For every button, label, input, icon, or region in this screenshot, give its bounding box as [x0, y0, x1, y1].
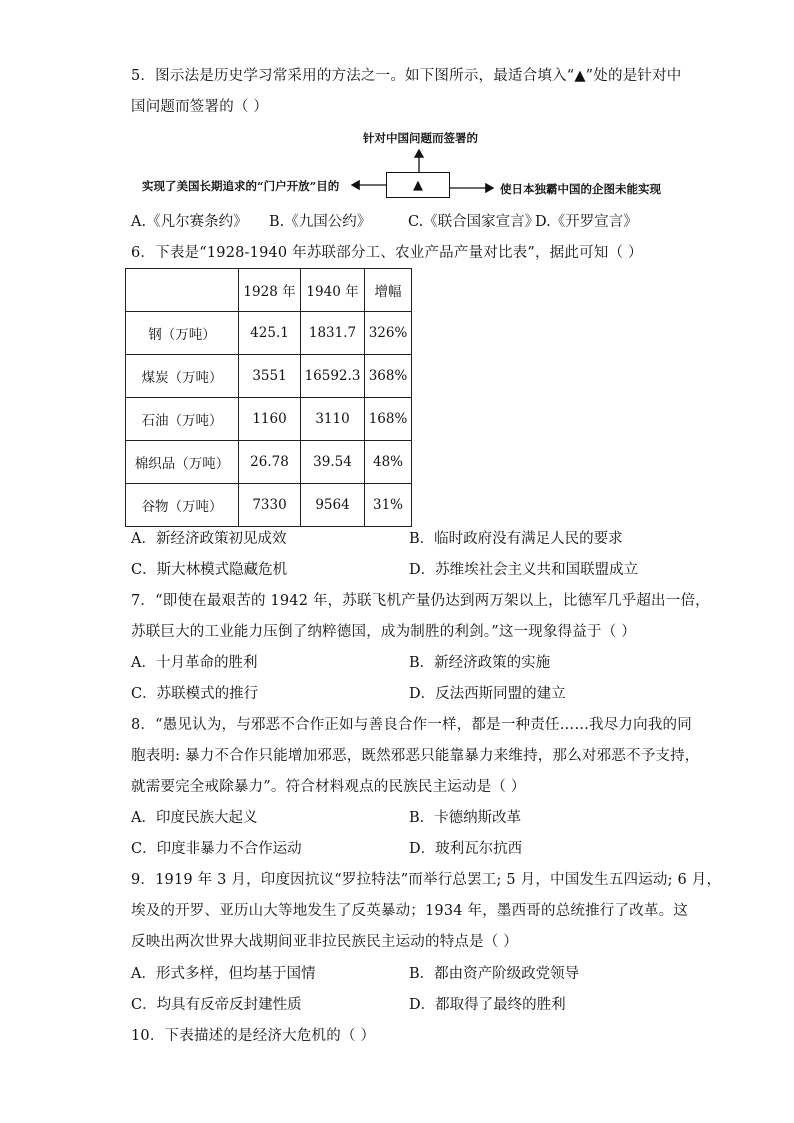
table-row [126, 312, 412, 355]
table-header-cell: 1928 年 [239, 269, 301, 312]
diagram-center-marker: ▲ [413, 177, 423, 193]
table-cell: 48% [365, 441, 412, 484]
table-cell: 煤炭（万吨） [126, 355, 239, 398]
q6-option-d[interactable]: D．苏维埃社会主义共和国联盟成立 [409, 562, 639, 578]
q5-stem-line1: 5．图示法是历史学习常采用的方法之一。如下图所示，最适合填入“▲”处的是针对中 [131, 68, 682, 84]
table-cell: 326% [365, 312, 412, 355]
q10-stem: 10．下表描述的是经济大危机的（ ） [131, 1028, 376, 1044]
table-cell: 425.1 [239, 312, 301, 355]
table-cell: 31% [365, 484, 412, 527]
table-row [126, 484, 412, 527]
table-cell: 7330 [239, 484, 301, 527]
q7-option-b[interactable]: B．新经济政策的实施 [409, 655, 551, 671]
q7-stem-line2: 苏联巨大的工业能力压倒了纳粹德国，成为制胜的利剑。”这一现象得益于（ ） [131, 624, 636, 640]
q9-option-d[interactable]: D．都取得了最终的胜利 [409, 997, 566, 1013]
table-cell: 3110 [301, 398, 365, 441]
q7-stem-line1: 7．“即使在最艰苦的 1942 年，苏联飞机产量仍达到两万架以上，比德军几乎超出一倍， [131, 593, 710, 609]
diagram-top-label: 针对中国问题而签署的 [363, 131, 478, 145]
table-cell: 1831.7 [301, 312, 365, 355]
table-cell: 棉织品（万吨） [126, 441, 239, 484]
q8-stem-line1: 8．“愚见认为，与邪恶不合作正如与善良合作一样，都是一种责任……我尽力向我的同 [131, 717, 692, 733]
q9-option-b[interactable]: B．都由资产阶级政党领导 [409, 966, 580, 982]
table-row [126, 355, 412, 398]
diagram-left-label: 实现了美国长期追求的“门户开放”目的 [142, 179, 340, 193]
q5-option-d[interactable]: D.《开罗宣言》 [535, 214, 638, 230]
table-cell: 16592.3 [301, 355, 365, 398]
table-cell: 26.78 [239, 441, 301, 484]
q6-option-a[interactable]: A．新经济政策初见成效 [131, 531, 287, 547]
q8-stem-line2: 胞表明: 暴力不合作只能增加邪恶，既然邪恶只能靠暴力来维持，那么对邪恶不予支持， [131, 748, 700, 764]
q5-option-a[interactable]: A.《凡尔赛条约》 [131, 214, 248, 230]
q5-option-b[interactable]: B.《九国公约》 [269, 214, 372, 230]
table-header-cell: 1940 年 [301, 269, 365, 312]
q7-option-a[interactable]: A．十月革命的胜利 [131, 655, 258, 671]
table-row [126, 398, 412, 441]
table-cell: 9564 [301, 484, 365, 527]
q8-stem-line3: 就需要完全戒除暴力”。符合材料观点的民族民主运动是（ ） [131, 779, 526, 795]
table-cell: 39.54 [301, 441, 365, 484]
q8-option-a[interactable]: A．印度民族大起义 [131, 810, 258, 826]
q9-option-a[interactable]: A．形式多样，但均基于国情 [131, 966, 316, 982]
table-cell: 168% [365, 398, 412, 441]
q5-option-c[interactable]: C.《联合国家宣言》 [408, 214, 540, 230]
q9-stem-line1: 9．1919 年 3 月，印度因抗议“罗拉特法”而举行总罢工; 5 月，中国发生五四运动; 6 月， [131, 872, 722, 888]
q8-option-b[interactable]: B．卡德纳斯改革 [409, 810, 522, 826]
q8-option-d[interactable]: D．玻利瓦尔抗西 [409, 841, 523, 857]
table-row [126, 441, 412, 484]
q6-option-c[interactable]: C．斯大林模式隐藏危机 [131, 562, 288, 578]
table-cell: 1160 [239, 398, 301, 441]
table-cell: 3551 [239, 355, 301, 398]
q6-stem: 6．下表是“1928-1940 年苏联部分工、农业产品产量对比表”，据此可知（ ） [131, 245, 643, 261]
diagram-arrows [0, 0, 794, 240]
table-cell: 368% [365, 355, 412, 398]
table-cell: 钢（万吨） [126, 312, 239, 355]
q8-option-c[interactable]: C．印度非暴力不合作运动 [131, 841, 302, 857]
diagram-right-label: 使日本独霸中国的企图未能实现 [500, 182, 661, 196]
q9-stem-line2: 埃及的开罗、亚历山大等地发生了反英暴动；1934 年，墨西哥的总统推行了改革。这 [131, 903, 689, 919]
table-header-row [126, 269, 412, 312]
production-table [125, 268, 412, 527]
q9-option-c[interactable]: C．均具有反帝反封建性质 [131, 997, 302, 1013]
q7-option-c[interactable]: C．苏联模式的推行 [131, 686, 259, 702]
q5-stem-line2: 国问题而签署的（ ） [131, 99, 269, 115]
table-header-cell: 增幅 [365, 269, 412, 312]
q6-option-b[interactable]: B．临时政府没有满足人民的要求 [409, 531, 623, 547]
q7-option-d[interactable]: D．反法西斯同盟的建立 [409, 686, 566, 702]
q9-stem-line3: 反映出两次世界大战期间亚非拉民族民主运动的特点是（ ） [131, 934, 519, 950]
table-header-cell [126, 269, 239, 312]
table-cell: 谷物（万吨） [126, 484, 239, 527]
table-cell: 石油（万吨） [126, 398, 239, 441]
